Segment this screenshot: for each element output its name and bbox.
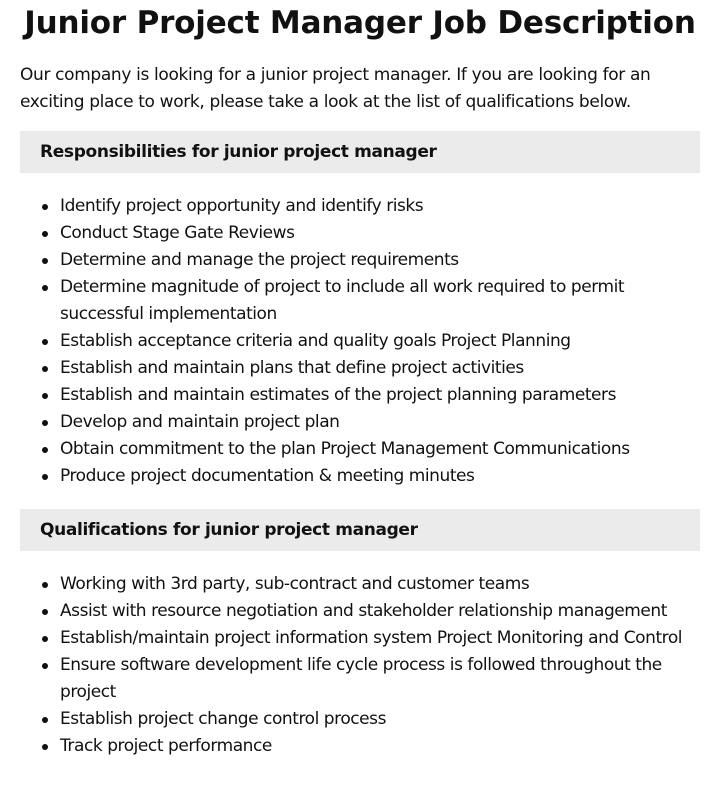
qualification-item: Assist with resource negotiation and stakeholder relationship management <box>60 598 700 625</box>
responsibility-item: Determine and manage the project requirements <box>60 247 700 274</box>
qualifications-heading: Qualifications for junior project manager <box>20 509 700 551</box>
responsibility-item: Develop and maintain project plan <box>60 409 700 436</box>
responsibility-item: Produce project documentation & meeting minutes <box>60 463 700 490</box>
responsibility-item: Conduct Stage Gate Reviews <box>60 220 700 247</box>
intro-paragraph: Our company is looking for a junior project manager. If you are looking for an exciting place to work, please take a look at the list of qualifications below. <box>20 65 651 112</box>
responsibility-item: Establish acceptance criteria and quality goals Project Planning <box>60 328 700 355</box>
responsibilities-heading: Responsibilities for junior project manager <box>20 131 700 173</box>
qualification-item: Ensure software development life cycle process is followed throughout the project <box>60 652 700 706</box>
page-title: Junior Project Manager Job Description <box>24 5 696 41</box>
qualification-item: Establish/maintain project information system Project Monitoring and Control <box>60 625 700 652</box>
responsibilities-list <box>20 193 700 490</box>
responsibility-item: Establish and maintain estimates of the project planning parameters <box>60 382 700 409</box>
responsibility-item: Obtain commitment to the plan Project Management Communications <box>60 436 700 463</box>
responsibility-item: Establish and maintain plans that define project activities <box>60 355 700 382</box>
qualification-item: Working with 3rd party, sub-contract and customer teams <box>60 571 700 598</box>
qualification-item: Track project performance <box>60 733 700 760</box>
qualifications-list <box>20 571 700 760</box>
qualification-item: Establish project change control process <box>60 706 700 733</box>
responsibility-item: Identify project opportunity and identify risks <box>60 193 700 220</box>
responsibility-item: Determine magnitude of project to include all work required to permit successful implementation <box>60 274 700 328</box>
